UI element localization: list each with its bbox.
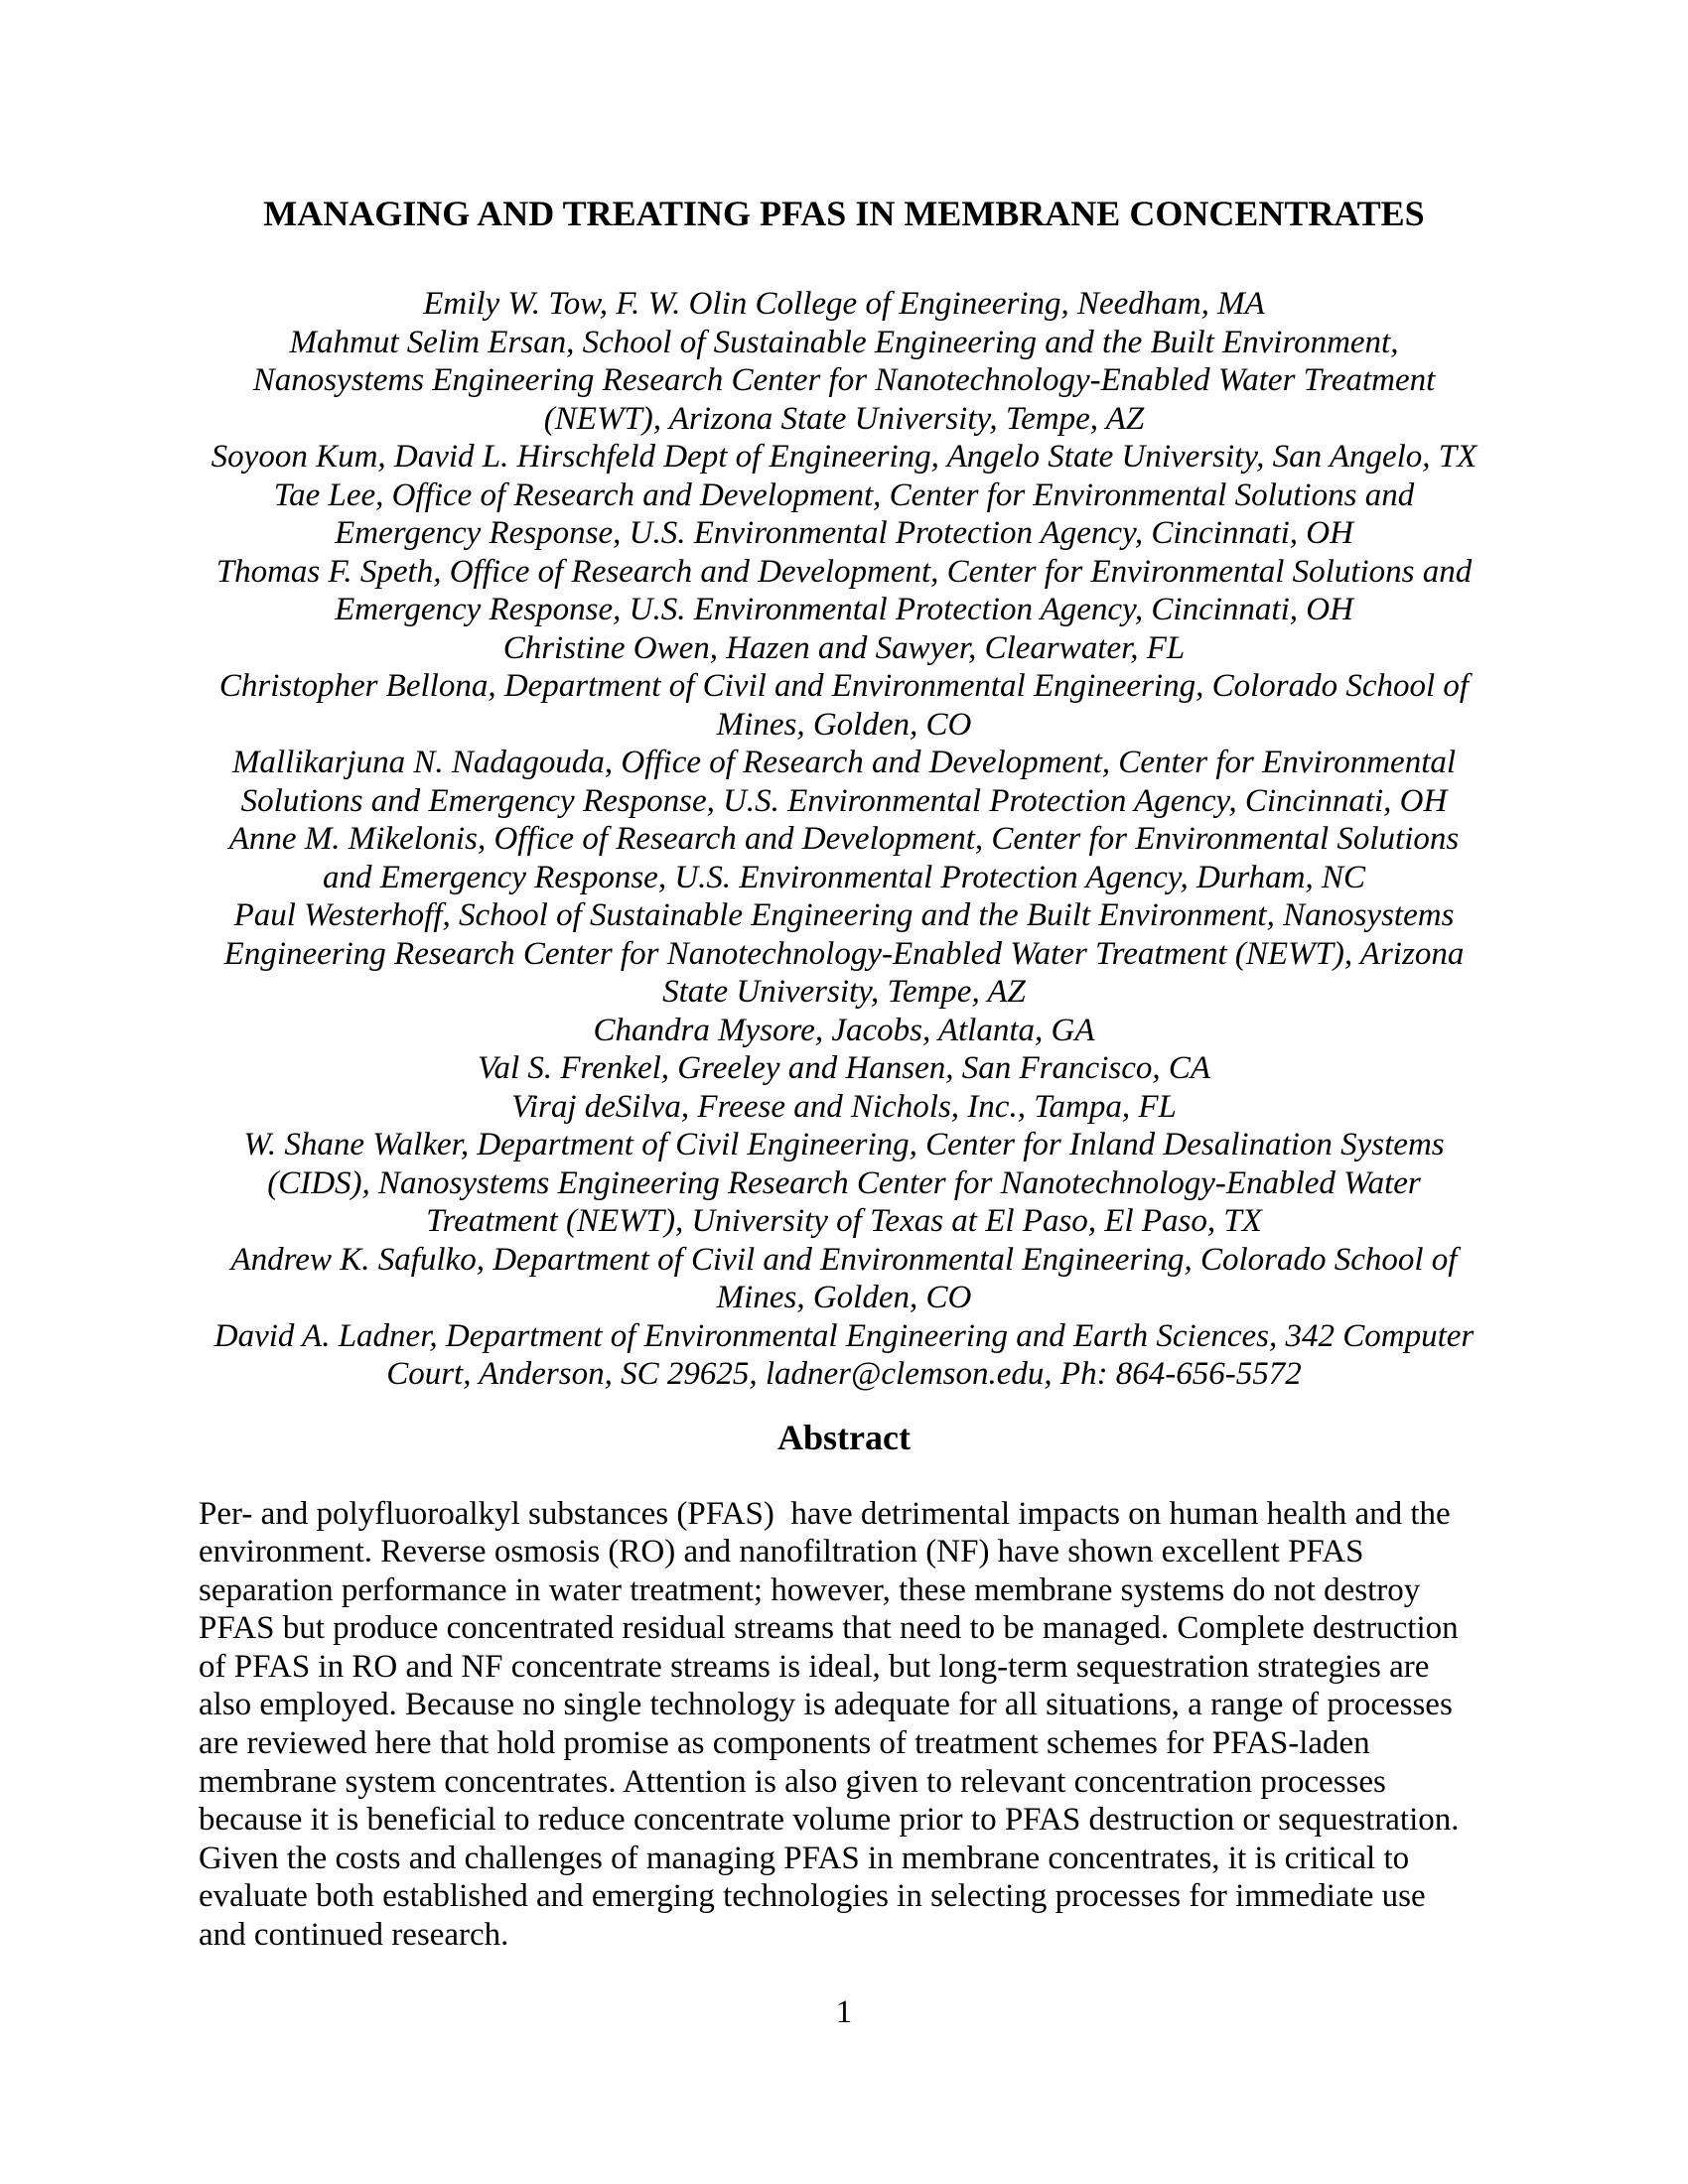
- author-affiliation-line: and Emergency Response, U.S. Environmental Protection Agency, Durham, NC: [322, 859, 1365, 895]
- abstract-line: and continued research.: [199, 1917, 509, 1954]
- abstract-heading: Abstract: [777, 1417, 911, 1457]
- abstract-line: also employed. Because no single technology is adequate for all situations, a range of processes: [199, 1687, 1453, 1723]
- abstract-line: separation performance in water treatment; however, these membrane systems do not destroy: [199, 1571, 1421, 1608]
- author-affiliation-line: Treatment (NEWT), University of Texas at El Paso, El Paso, TX: [426, 1203, 1262, 1239]
- abstract-line: evaluate both established and emerging technologies in selecting processes for immediate use: [199, 1878, 1426, 1915]
- abstract-line: PFAS but produce concentrated residual streams that need to be managed. Complete destruction: [199, 1610, 1459, 1647]
- author-affiliation-line: David A. Ladner, Department of Environmental Engineering and Earth Sciences, 342 Computer: [213, 1317, 1475, 1354]
- author-affiliation-line: Mines, Golden, CO: [716, 706, 972, 743]
- author-affiliation-line: Andrew K. Safulko, Department of Civil and Environmental Engineering, Colorado School of: [230, 1241, 1458, 1278]
- author-affiliation-line: Engineering Research Center for Nanotechnology-Enabled Water Treatment (NEWT), Arizona: [223, 935, 1465, 972]
- author-affiliation-line: Paul Westerhoff, School of Sustainable Engineering and the Built Environment, Nanosystems: [233, 897, 1455, 933]
- author-affiliation-line: W. Shane Walker, Department of Civil Engineering, Center for Inland Desalination Systems: [243, 1127, 1445, 1162]
- author-affiliation-line: Mahmut Selim Ersan, School of Sustainable Engineering and the Built Environment,: [289, 324, 1399, 360]
- page-number: 1: [835, 1994, 853, 2030]
- author-affiliation-line: (NEWT), Arizona State University, Tempe, AZ: [543, 400, 1145, 437]
- author-affiliation-line: Chandra Mysore, Jacobs, Atlanta, GA: [593, 1012, 1095, 1048]
- author-affiliation-line: Emergency Response, U.S. Environmental Protection Agency, Cincinnati, OH: [335, 592, 1353, 627]
- page-content: [0, 192, 1688, 1955]
- author-affiliation-line: Soyoon Kum, David L. Hirschfeld Dept of Engineering, Angelo State University, San Angelo, TX: [211, 439, 1477, 475]
- abstract-line: are reviewed here that hold promise as components of treatment schemes for PFAS-laden: [199, 1725, 1370, 1762]
- author-affiliation-line: (CIDS), Nanosystems Engineering Research Center for Nanotechnology-Enabled Water: [267, 1164, 1421, 1201]
- abstract-line: Per- and polyfluoroalkyl substances (PFAS) have detrimental impacts on human health and the: [199, 1495, 1451, 1532]
- author-affiliation-line: Val S. Frenkel, Greeley and Hansen, San Francisco, CA: [477, 1050, 1211, 1086]
- author-affiliation-line: Viraj deSilva, Freese and Nichols, Inc., Tampa, FL: [511, 1088, 1177, 1125]
- author-affiliation-line: Nanosystems Engineering Research Center for Nanotechnology-Enabled Water Treatment: [252, 362, 1436, 398]
- abstract-line: of PFAS in RO and NF concentrate streams is ideal, but long-term sequestration strategies are: [199, 1648, 1430, 1685]
- author-affiliation-line: Mallikarjuna N. Nadagouda, Office of Research and Development, Center for Environmental: [231, 745, 1457, 780]
- abstract-line: membrane system concentrates. Attention is also given to relevant concentration processes: [199, 1763, 1386, 1800]
- paper-title: MANAGING AND TREATING PFAS IN MEMBRANE CONCENTRATES: [263, 194, 1425, 233]
- author-affiliation-line: Emily W. Tow, F. W. Olin College of Engineering, Needham, MA: [423, 286, 1265, 322]
- author-affiliation-line: Court, Anderson, SC 29625, ladner@clemson.edu, Ph: 864-656-5572: [386, 1356, 1302, 1392]
- author-affiliation-block: [199, 285, 1489, 1394]
- abstract-line: environment. Reverse osmosis (RO) and nanofiltration (NF) have shown excellent PFAS: [199, 1534, 1364, 1570]
- author-affiliation-line: Thomas F. Speth, Office of Research and Development, Center for Environmental Solutions and: [215, 553, 1473, 590]
- author-affiliation-line: Mines, Golden, CO: [716, 1280, 972, 1315]
- abstract-line: Given the costs and challenges of managing PFAS in membrane concentrates, it is critical to: [199, 1840, 1410, 1876]
- author-affiliation-line: State University, Tempe, AZ: [662, 974, 1026, 1010]
- author-affiliation-line: Tae Lee, Office of Research and Development, Center for Environmental Solutions and: [273, 477, 1415, 513]
- abstract-line: because it is beneficial to reduce concentrate volume prior to PFAS destruction or sequestration.: [199, 1802, 1460, 1839]
- author-affiliation-line: Christine Owen, Hazen and Sawyer, Clearwater, FL: [502, 629, 1186, 666]
- author-affiliation-line: Christopher Bellona, Department of Civil and Environmental Engineering, Colorado School of: [218, 668, 1470, 704]
- author-affiliation-line: Anne M. Mikelonis, Office of Research and Development, Center for Environmental Solutions: [228, 821, 1460, 857]
- author-affiliation-line: Emergency Response, U.S. Environmental Protection Agency, Cincinnati, OH: [335, 515, 1353, 551]
- author-affiliation-line: Solutions and Emergency Response, U.S. Environmental Protection Agency, Cincinnati, OH: [240, 782, 1448, 819]
- abstract-paragraph: [199, 1495, 1489, 1955]
